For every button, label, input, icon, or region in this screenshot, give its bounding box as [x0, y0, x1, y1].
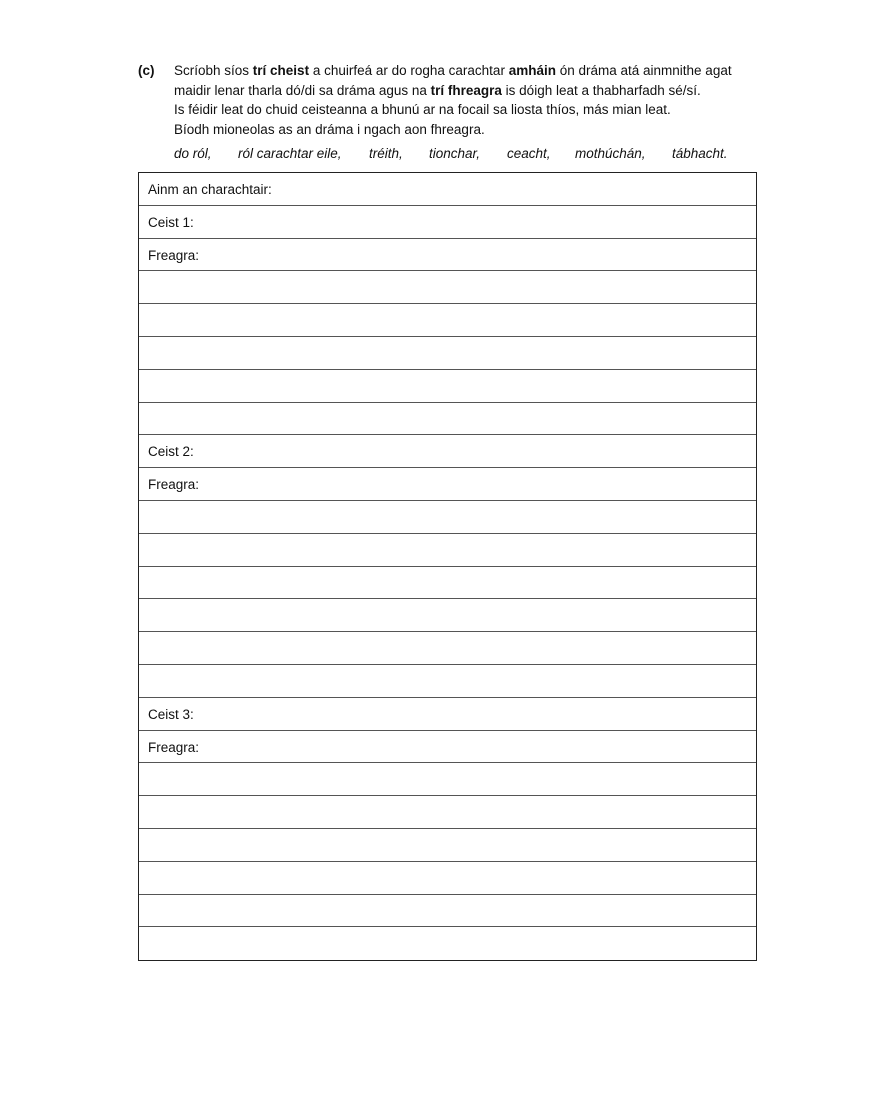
answer-writing-line[interactable]	[139, 304, 756, 337]
suggested-word: tréith,	[369, 146, 403, 161]
suggested-word: ceacht,	[507, 146, 551, 161]
suggested-word: mothúchán,	[575, 146, 646, 161]
answer-writing-line[interactable]	[139, 403, 756, 436]
answer-writing-line[interactable]	[139, 534, 756, 567]
answer-writing-line[interactable]	[139, 567, 756, 600]
answer-writing-line[interactable]	[139, 927, 756, 960]
suggested-word: tábhacht.	[672, 146, 728, 161]
instruction-emphasis: trí fhreagra	[430, 82, 502, 98]
instruction-text: ón dráma atá ainmnithe agat	[555, 63, 732, 78]
answer-row-label: Ceist 2:	[139, 435, 756, 468]
answer-writing-line[interactable]	[139, 271, 756, 304]
answer-row-label: Ainm an charachtair:	[139, 173, 756, 206]
suggested-word: tionchar,	[429, 146, 481, 161]
answer-writing-line[interactable]	[139, 632, 756, 665]
instruction-emphasis: trí cheist	[252, 63, 310, 78]
answer-row-label: Freagra:	[139, 731, 756, 764]
answer-writing-line[interactable]	[139, 337, 756, 370]
suggested-word: ról carachtar eile,	[238, 146, 342, 161]
answer-writing-line[interactable]	[139, 763, 756, 796]
instruction-text: maidir lenar tharla dó/di sa dráma agus na	[174, 82, 431, 98]
answer-writing-line[interactable]	[139, 665, 756, 698]
instruction-line	[174, 100, 778, 120]
instruction-text: a chuirfeá ar do rogha carachtar	[309, 63, 509, 78]
instruction-line	[174, 81, 778, 101]
answer-row-label: Ceist 1:	[139, 206, 756, 239]
instruction-emphasis: amháin	[508, 63, 556, 78]
instruction-text: Bíodh mioneolas as an dráma i ngach aon fhreagra.	[174, 121, 485, 137]
instruction-line	[174, 120, 778, 140]
answer-writing-line[interactable]	[139, 829, 756, 862]
question-label: (c)	[138, 63, 155, 78]
answer-writing-line[interactable]	[139, 862, 756, 895]
answer-writing-line[interactable]	[139, 599, 756, 632]
question-instructions	[174, 61, 778, 139]
answer-writing-line[interactable]	[139, 501, 756, 534]
answer-writing-line[interactable]	[139, 370, 756, 403]
instruction-line	[174, 61, 778, 81]
instruction-text: Scríobh síos	[174, 63, 253, 78]
question-header	[138, 61, 778, 139]
instruction-text: Is féidir leat do chuid ceisteanna a bhunú ar na focail sa liosta thíos, más mian leat.	[174, 102, 671, 117]
answer-row-label: Freagra:	[139, 239, 756, 272]
question-c	[138, 61, 778, 163]
answer-row-label: Freagra:	[139, 468, 756, 501]
answer-writing-line[interactable]	[139, 895, 756, 928]
answer-writing-line[interactable]	[139, 796, 756, 829]
suggested-word-list	[174, 144, 778, 163]
answer-row-label: Ceist 3:	[139, 698, 756, 731]
suggested-word: do ról,	[174, 146, 212, 161]
answer-table	[138, 172, 757, 961]
instruction-text: is dóigh leat a thabharfadh sé/sí.	[501, 82, 701, 98]
